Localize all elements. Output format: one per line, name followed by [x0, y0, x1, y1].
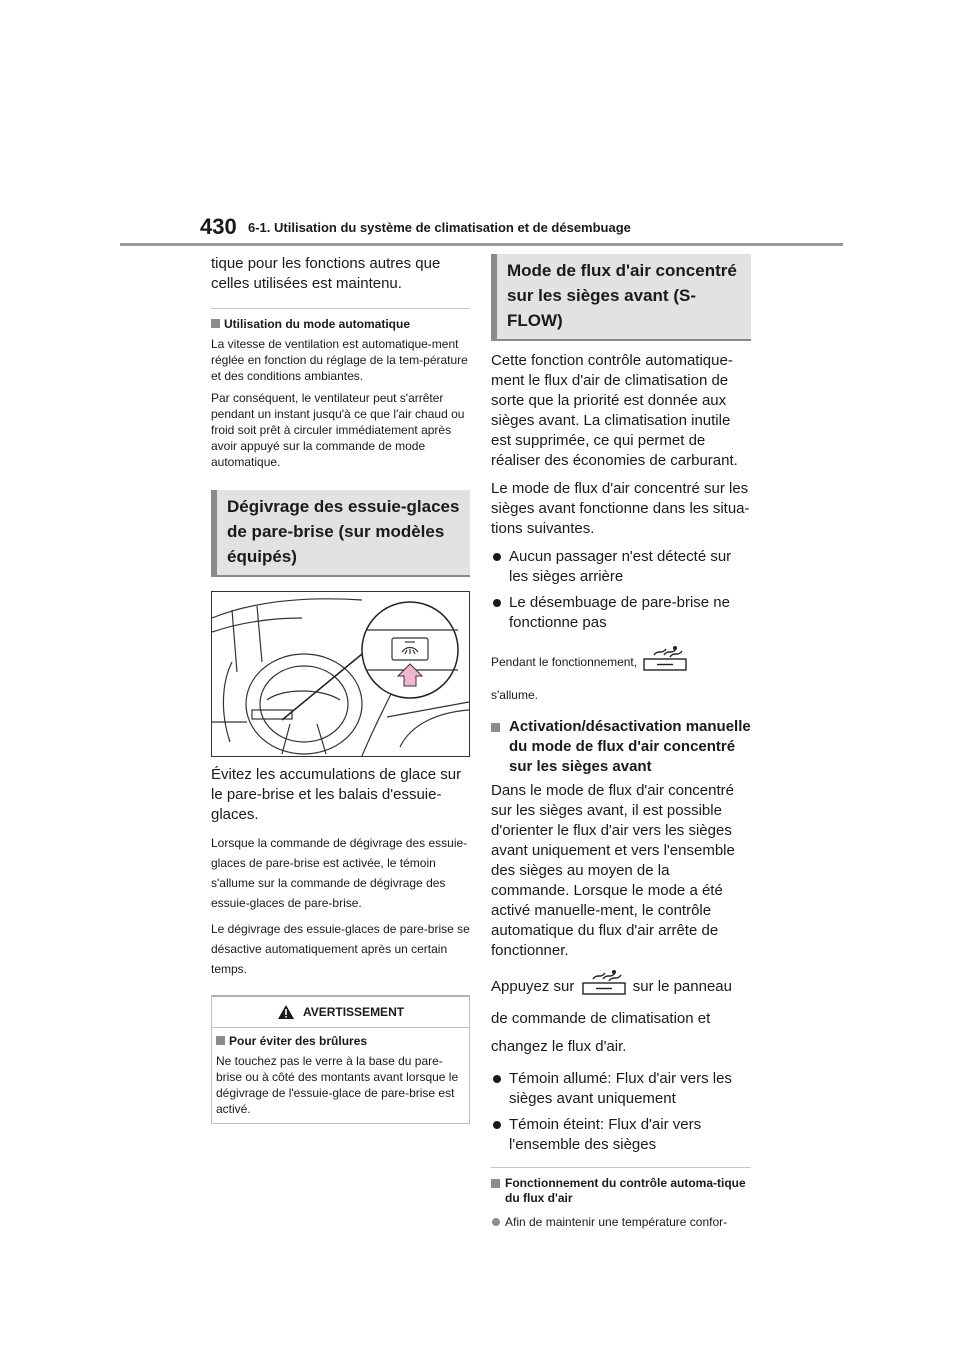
- press-instruction: Appuyez sur sur le panneau de commande de climatisation et changez le flux d'air.: [491, 969, 751, 1061]
- auto-control-heading: Fonctionnement du contrôle automa-tique du flux d'air: [491, 1176, 751, 1206]
- list-item: Témoin allumé: Flux d'air vers les sièges avant uniquement: [491, 1069, 751, 1109]
- warning-text: Ne touchez pas le verre à la base du pare-brise ou à côté des montants avant lorsque le dégivrage de l'essuie-glace de pare-brise est activé.: [216, 1054, 459, 1116]
- warning-heading: Pour éviter des brûlures: [216, 1034, 465, 1049]
- sflow-button-icon: [579, 969, 629, 1005]
- round-bullet-icon: [492, 1218, 500, 1226]
- list-item: Le désembuage de pare-brise ne fonctionne pas: [491, 593, 751, 633]
- sflow-button-icon: [640, 645, 690, 681]
- auto-mode-heading: Utilisation du mode automatique: [211, 317, 470, 332]
- warning-triangle-icon: [277, 1004, 295, 1020]
- wiper-paragraph-2: Lorsque la commande de dégivrage des essuie-glaces de pare-brise est activée, le témoin s'allume sur la commande de dégivrage des essuie-glaces de pare-brise.: [211, 836, 468, 910]
- wiper-paragraph-1: Évitez les accumulations de glace sur le pare-brise et les balais d'essuie-glaces.: [211, 766, 462, 823]
- dashboard-drawing: [212, 592, 469, 756]
- divider: [491, 1167, 751, 1168]
- warning-title: AVERTISSEMENT: [302, 1005, 405, 1019]
- sflow-paragraph-2: Le mode de flux d'air concentré sur les sièges avant fonctionne dans les situa-tions suivantes.: [491, 480, 750, 537]
- square-bullet-icon: [211, 319, 220, 328]
- sflow-conditions-list: [491, 547, 751, 633]
- auto-mode-paragraph-1: La vitesse de ventilation est automatique-ment réglée en fonction du réglage de la tem-pérature et des conditions ambiantes.: [211, 337, 468, 383]
- right-column: [491, 254, 751, 1236]
- warning-header: [212, 997, 469, 1028]
- page-number: 430: [200, 214, 237, 239]
- manual-heading: Activation/désactivation manuelle du mode de flux d'air concentré sur les sièges avant: [491, 717, 751, 777]
- auto-mode-paragraph-2: Par conséquent, le ventilateur peut s'arrêter pendant un instant jusqu'à ce que l'air chaud ou froid soit prêt à circuler immédiatement après avoir appuyé sur la commande de mode automatique.: [211, 391, 465, 469]
- wiper-section-title: Dégivrage des essuie-glaces de pare-brise (sur modèles équipés): [211, 490, 470, 577]
- header-divider: [120, 243, 843, 246]
- warning-body: [212, 1028, 469, 1123]
- square-bullet-icon: [216, 1036, 225, 1045]
- auto-control-bullet: Afin de maintenir une température confor-: [491, 1214, 751, 1230]
- list-item: Témoin éteint: Flux d'air vers l'ensemble des sièges: [491, 1115, 751, 1155]
- during-operation-suffix: s'allume.: [491, 688, 538, 702]
- chapter-title: 6-1. Utilisation du système de climatisation et de désembuage: [248, 220, 631, 235]
- sflow-paragraph-1: Cette fonction contrôle automatique-ment le flux d'air de climatisation de sorte que la priorité est donnée aux sièges avant. La climatisation inutile est supprimée, ce qui permet de réaliser des économies de carburant.: [491, 352, 738, 469]
- square-bullet-icon: [491, 1179, 500, 1188]
- divider: [211, 308, 470, 309]
- left-column: [211, 254, 470, 1124]
- intro-paragraph: tique pour les fonctions autres que celles utilisées est maintenu.: [211, 255, 441, 292]
- dashboard-illustration: [211, 591, 470, 757]
- wiper-paragraph-3: Le dégivrage des essuie-glaces de pare-brise se désactive automatiquement après un certain temps.: [211, 922, 470, 976]
- list-item: Aucun passager n'est détecté sur les sièges arrière: [491, 547, 751, 587]
- square-bullet-icon: [491, 723, 500, 732]
- warning-box: [211, 995, 470, 1124]
- manual-paragraph: Dans le mode de flux d'air concentré sur les sièges avant, il est possible d'orienter le flux d'air vers les sièges avant uniquement et vers l'ensemble des sièges au moyen de la commande. Lorsque le mode a été activé manuelle-ment, le contrôle automatique du flux d'air arrête de fonctionner.: [491, 782, 735, 959]
- during-operation-line: Pendant le fonctionnement,: [491, 645, 751, 681]
- indicator-states-list: [491, 1069, 751, 1155]
- sflow-section-title: Mode de flux d'air concentré sur les sièges avant (S-FLOW): [491, 254, 751, 341]
